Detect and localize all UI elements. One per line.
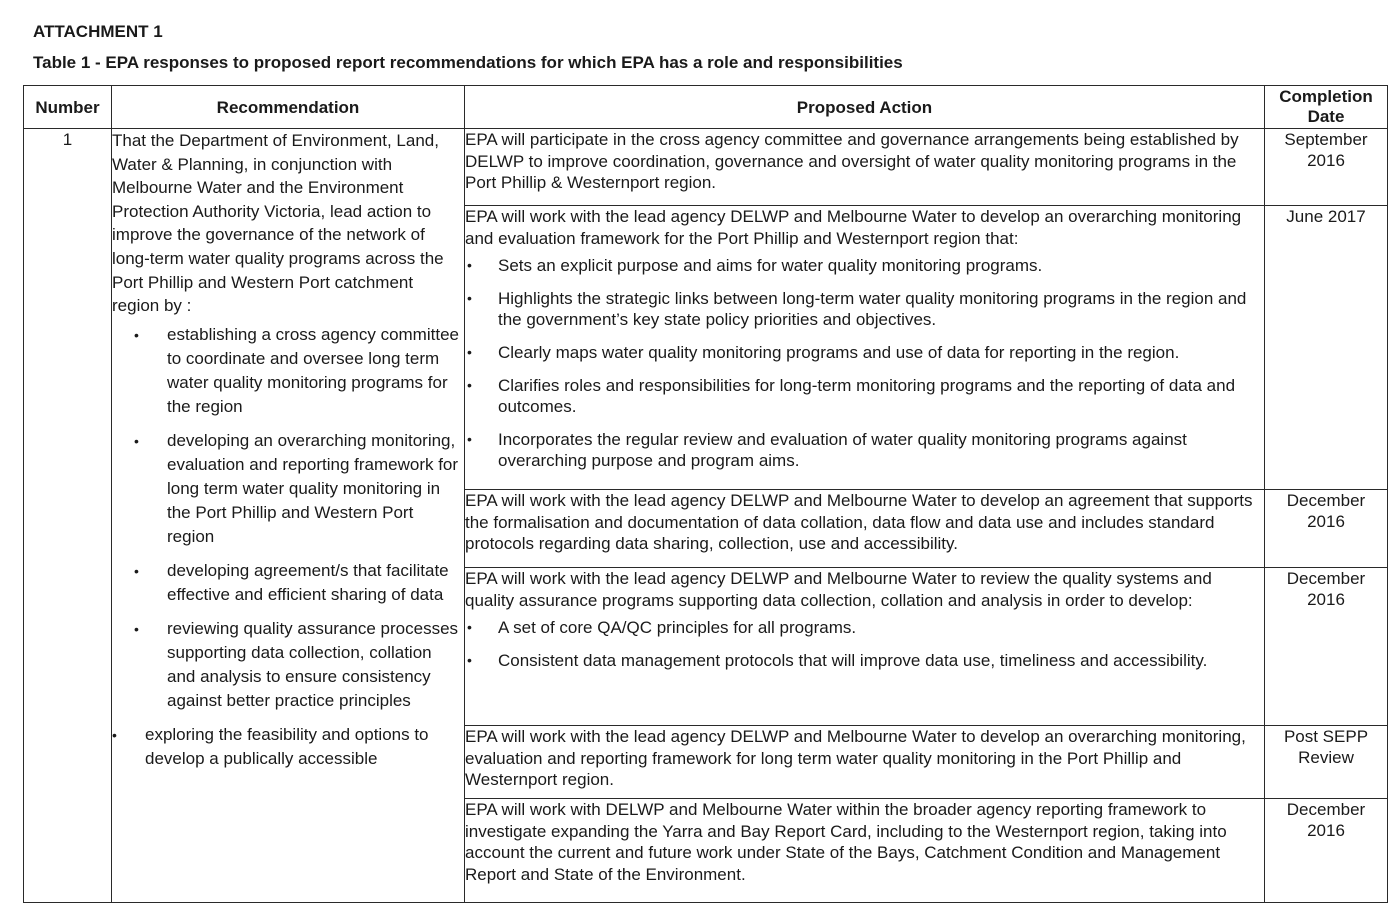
action-bullet-text: Clearly maps water quality monitoring programs and use of data for reporting in the region. bbox=[498, 343, 1180, 362]
action-bullet-text: Consistent data management protocols that will improve data use, timeliness and accessibility. bbox=[498, 651, 1208, 670]
completion-date-cell bbox=[1265, 568, 1388, 726]
completion-date-cell bbox=[1265, 726, 1388, 799]
header-proposed-action: Proposed Action bbox=[465, 86, 1265, 129]
header-completion-date-line1: Completion bbox=[1279, 87, 1373, 106]
completion-date-cell bbox=[1265, 129, 1388, 206]
action-bullet-text: Incorporates the regular review and evaluation of water quality monitoring programs against overarching purpose and program aims. bbox=[498, 430, 1187, 470]
bullet-icon: • bbox=[467, 652, 472, 668]
recommendation-bullet-text: developing agreement/s that facilitate effective and efficient sharing of data bbox=[167, 560, 449, 604]
recommendation-bullet-text: establishing a cross agency committee to coordinate and oversee long term water quality monitoring programs for the region bbox=[167, 324, 459, 416]
action-bullet-text: Clarifies roles and responsibilities for long-term monitoring programs and the reporting of data and outcomes. bbox=[498, 376, 1236, 416]
table-row bbox=[24, 129, 1388, 206]
bullet-icon: • bbox=[134, 326, 139, 343]
header-number: Number bbox=[24, 86, 112, 129]
bullet-icon: • bbox=[467, 431, 472, 447]
recommendation-bullet bbox=[112, 429, 464, 549]
action-text: EPA will participate in the cross agency committee and governance arrangements being established by DELWP to improve coordination, governance and oversight of water quality monitoring programs in the Port Phillip & Westernport region. bbox=[465, 130, 1239, 192]
completion-date-line2: 2016 bbox=[1307, 590, 1345, 609]
action-cell bbox=[465, 490, 1265, 568]
action-bullet-text: Sets an explicit purpose and aims for water quality monitoring programs. bbox=[498, 256, 1043, 275]
header-recommendation: Recommendation bbox=[112, 86, 465, 129]
completion-date-line1: December bbox=[1286, 800, 1366, 819]
action-bullet bbox=[465, 429, 1264, 471]
header-completion-date bbox=[1265, 86, 1388, 129]
action-bullet bbox=[465, 375, 1264, 417]
bullet-icon: • bbox=[467, 257, 472, 273]
bullet-icon: • bbox=[467, 619, 472, 635]
completion-date-line1: September bbox=[1284, 130, 1368, 149]
completion-date-cell bbox=[1265, 799, 1388, 903]
bullet-icon: • bbox=[467, 377, 472, 393]
recommendation-bullet bbox=[112, 723, 464, 771]
recommendation-bullet bbox=[112, 617, 464, 713]
action-bullets bbox=[465, 255, 1264, 471]
recommendation-bullet bbox=[112, 323, 464, 419]
action-bullet bbox=[465, 255, 1264, 276]
action-text: EPA will work with the lead agency DELWP and Melbourne Water to review the quality systems and quality assurance programs supporting data collection, collation and analysis in order to develop: bbox=[465, 569, 1212, 610]
action-bullet-text: A set of core QA/QC principles for all programs. bbox=[498, 618, 857, 637]
action-cell bbox=[465, 799, 1265, 903]
completion-date-cell bbox=[1265, 490, 1388, 568]
table-header-row bbox=[24, 86, 1388, 129]
completion-date-line2: Review bbox=[1298, 748, 1354, 767]
header-completion-date-line2: Date bbox=[1307, 107, 1345, 126]
completion-date-line2: 2016 bbox=[1307, 151, 1345, 170]
completion-date-line1: December bbox=[1286, 569, 1366, 588]
recommendation-intro: That the Department of Environment, Land, Water & Planning, in conjunction with Melbourne Water and the Environment Protection Authority Victoria, lead action to improve the governance of the network of long-term water quality programs across the Port Phillip and Western Port catchment region by : bbox=[112, 131, 444, 316]
action-text: EPA will work with the lead agency DELWP and Melbourne Water to develop an agreement that supports the formalisation and documentation of data collation, data flow and data use and includes standard protocols regarding data sharing, collection, use and accessibility. bbox=[465, 491, 1253, 553]
action-bullet bbox=[465, 342, 1264, 363]
bullet-icon: • bbox=[467, 290, 472, 306]
recommendation-bullet-text: reviewing quality assurance processes supporting data collection, collation and analysis to ensure consistency against better practice principles bbox=[167, 618, 459, 710]
action-bullets bbox=[465, 617, 1264, 671]
completion-date-line1: June 2017 bbox=[1286, 207, 1366, 226]
recommendation-bullet-text: developing an overarching monitoring, evaluation and reporting framework for long term water quality monitoring in the Port Phillip and Western Port region bbox=[167, 430, 459, 546]
row-number: 1 bbox=[24, 129, 112, 903]
action-cell bbox=[465, 726, 1265, 799]
recommendation-cell bbox=[112, 129, 465, 903]
recommendation-bullet-text: exploring the feasibility and options to develop a publically accessible bbox=[145, 724, 429, 768]
completion-date-line2: 2016 bbox=[1307, 512, 1345, 531]
action-bullet bbox=[465, 617, 1264, 638]
bullet-icon: • bbox=[112, 726, 117, 743]
action-text: EPA will work with the lead agency DELWP and Melbourne Water to develop an overarching monitoring, evaluation and reporting framework for long term water quality monitoring in the Port Phillip and Westernport region. bbox=[465, 727, 1246, 789]
bullet-icon: • bbox=[134, 620, 139, 637]
action-bullet bbox=[465, 650, 1264, 671]
action-bullet-text: Highlights the strategic links between long-term water quality monitoring programs in the region and the government’s key state policy priorities and objectives. bbox=[498, 289, 1247, 329]
recommendation-bullets bbox=[112, 323, 464, 771]
completion-date-line1: December bbox=[1286, 491, 1366, 510]
completion-date-line2: 2016 bbox=[1307, 821, 1345, 840]
attachment-heading: ATTACHMENT 1 bbox=[33, 22, 163, 41]
recommendation-bullet bbox=[112, 559, 464, 607]
action-cell bbox=[465, 206, 1265, 490]
action-text: EPA will work with DELWP and Melbourne Water within the broader agency reporting framework to investigate expanding the Yarra and Bay Report Card, including to the Westernport region, taking into account the current and future work under State of the Bays, Catchment Condition and Management Report and State of the Environment. bbox=[465, 800, 1227, 884]
bullet-icon: • bbox=[134, 562, 139, 579]
action-text: EPA will work with the lead agency DELWP and Melbourne Water to develop an overarching monitoring and evaluation framework for the Port Phillip and Westernport region that: bbox=[465, 207, 1242, 248]
recommendations-table bbox=[23, 85, 1388, 903]
action-cell bbox=[465, 568, 1265, 726]
table-title: Table 1 - EPA responses to proposed report recommendations for which EPA has a role and responsibilities bbox=[33, 53, 903, 72]
completion-date-line1: Post SEPP bbox=[1283, 727, 1369, 746]
completion-date-cell bbox=[1265, 206, 1388, 490]
action-cell bbox=[465, 129, 1265, 206]
action-bullet bbox=[465, 288, 1264, 330]
bullet-icon: • bbox=[134, 432, 139, 449]
bullet-icon: • bbox=[467, 344, 472, 360]
